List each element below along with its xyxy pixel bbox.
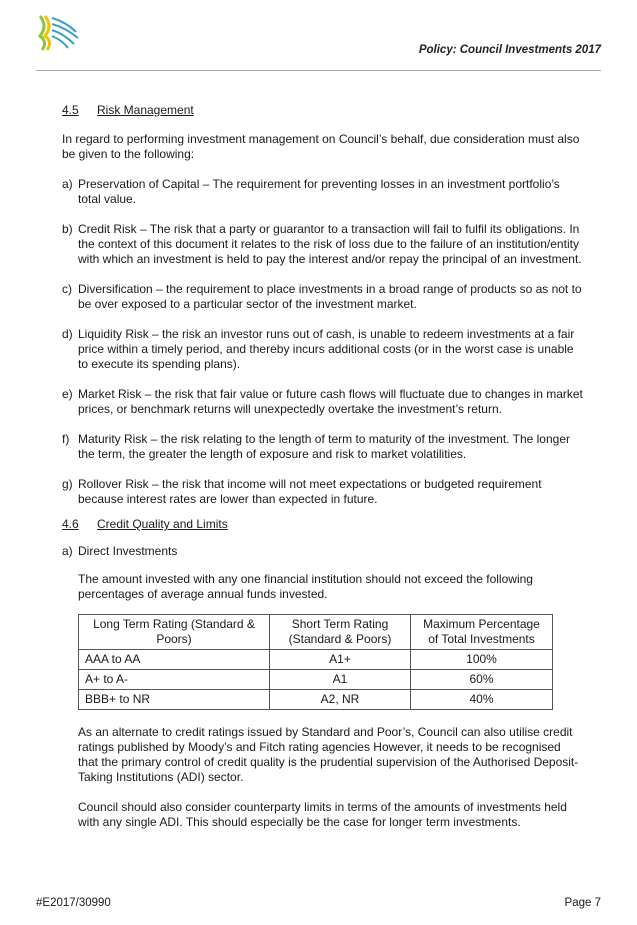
list-item: [62, 432, 584, 462]
list-item-label: d): [62, 327, 73, 341]
header-divider: [36, 70, 601, 71]
list-item: [62, 282, 584, 312]
table-header-cell: Short Term Rating (Standard & Poors): [270, 615, 411, 650]
table-cell: 40%: [411, 690, 553, 710]
list-item-text: Rollover Risk – the risk that income will not meet expectations or budgeted requirement because interest rates are lower than expected in future.: [78, 477, 542, 506]
section-number: 4.5: [62, 103, 79, 117]
list-item-text: Diversification – the requirement to place investments in a broad range of products so as not to be over exposed to a particular sector of the investment market.: [78, 282, 582, 311]
list-item-label: b): [62, 222, 73, 236]
list-item: [62, 327, 584, 372]
list-item: [62, 177, 584, 207]
table-cell: A1: [270, 670, 411, 690]
table-cell: A2, NR: [270, 690, 411, 710]
table-cell: 100%: [411, 650, 553, 670]
list-item-text: Maturity Risk – the risk relating to the length of term to maturity of the investment. The longer the term, the greater the length of exposure and risk to market volatilities.: [78, 432, 570, 461]
subsection-label: a): [62, 544, 73, 558]
credit-limits-table: [78, 614, 553, 710]
list-item-label: a): [62, 177, 73, 191]
table-cell: A+ to A-: [79, 670, 270, 690]
subsection-heading: [62, 544, 584, 559]
list-item-text: Preservation of Capital – The requirement for preventing losses in an investment portfolio’s total value.: [78, 177, 560, 206]
footer-page-number: Page 7: [564, 897, 601, 909]
list-item: [62, 477, 584, 507]
list-item-label: c): [62, 282, 72, 296]
credit-ratings-paragraph: As an alternate to credit ratings issued by Standard and Poor’s, Council can also utilise credit ratings published by Moody’s and Fitch rating agencies However, it needs to be recognised that the primary control of credit quality is the prudential supervision of the Authorised Deposit-Taking Institutions (ADI) sector.: [78, 725, 579, 784]
section-intro: In regard to performing investment management on Council’s behalf, due consideration must also be given to the following:: [62, 132, 580, 161]
table-header-row: [79, 615, 553, 650]
section-heading-4-5: [62, 103, 584, 118]
list-item-text: Market Risk – the risk that fair value or future cash flows will fluctuate due to changes in market prices, or benchmark returns will unexpectedly overtake the investment’s return.: [78, 387, 583, 416]
counterparty-limits-paragraph: Council should also consider counterparty limits in terms of the amounts of investments held with any single ADI. This should especially be the case for longer term investments.: [78, 800, 567, 829]
table-header-cell: Long Term Rating (Standard & Poors): [79, 615, 270, 650]
section-heading-4-6: [62, 517, 584, 532]
limits-intro: The amount invested with any one financial institution should not exceed the following percentages of average annual funds invested.: [78, 572, 533, 601]
header-title: Policy: Council Investments 2017: [418, 44, 601, 56]
table-header-cell: Maximum Percentage of Total Investments: [411, 615, 553, 650]
table-row: [79, 670, 553, 690]
table-cell: BBB+ to NR: [79, 690, 270, 710]
section-title: Risk Management: [97, 103, 194, 117]
subsection-title: Direct Investments: [78, 544, 178, 558]
table-row: [79, 650, 553, 670]
table-row: [79, 690, 553, 710]
footer-doc-ref: #E2017/30990: [36, 897, 111, 909]
list-item-label: e): [62, 387, 73, 401]
section-title: Credit Quality and Limits: [97, 517, 228, 531]
list-item: [62, 222, 584, 267]
section-number: 4.6: [62, 517, 79, 531]
table-cell: 60%: [411, 670, 553, 690]
list-item-label: g): [62, 477, 73, 491]
list-item-text: Liquidity Risk – the risk an investor runs out of cash, is unable to redeem investments at a fair price within a timely period, and thereby incurs additional costs (or in the worst case is unable to execute its spending plans).: [78, 327, 575, 371]
list-item-text: Credit Risk – The risk that a party or guarantor to a transaction will fail to fulfil its obligations. In the context of this document it relates to the risk of loss due to the failure of an institution/entity with which an investment is held to pay the interest and/or repay the principal of an investment.: [78, 222, 582, 266]
council-logo-icon: [36, 12, 82, 54]
table-cell: A1+: [270, 650, 411, 670]
list-item-label: f): [62, 432, 70, 446]
table-cell: AAA to AA: [79, 650, 270, 670]
list-item: [62, 387, 584, 417]
page-content: [62, 103, 584, 845]
